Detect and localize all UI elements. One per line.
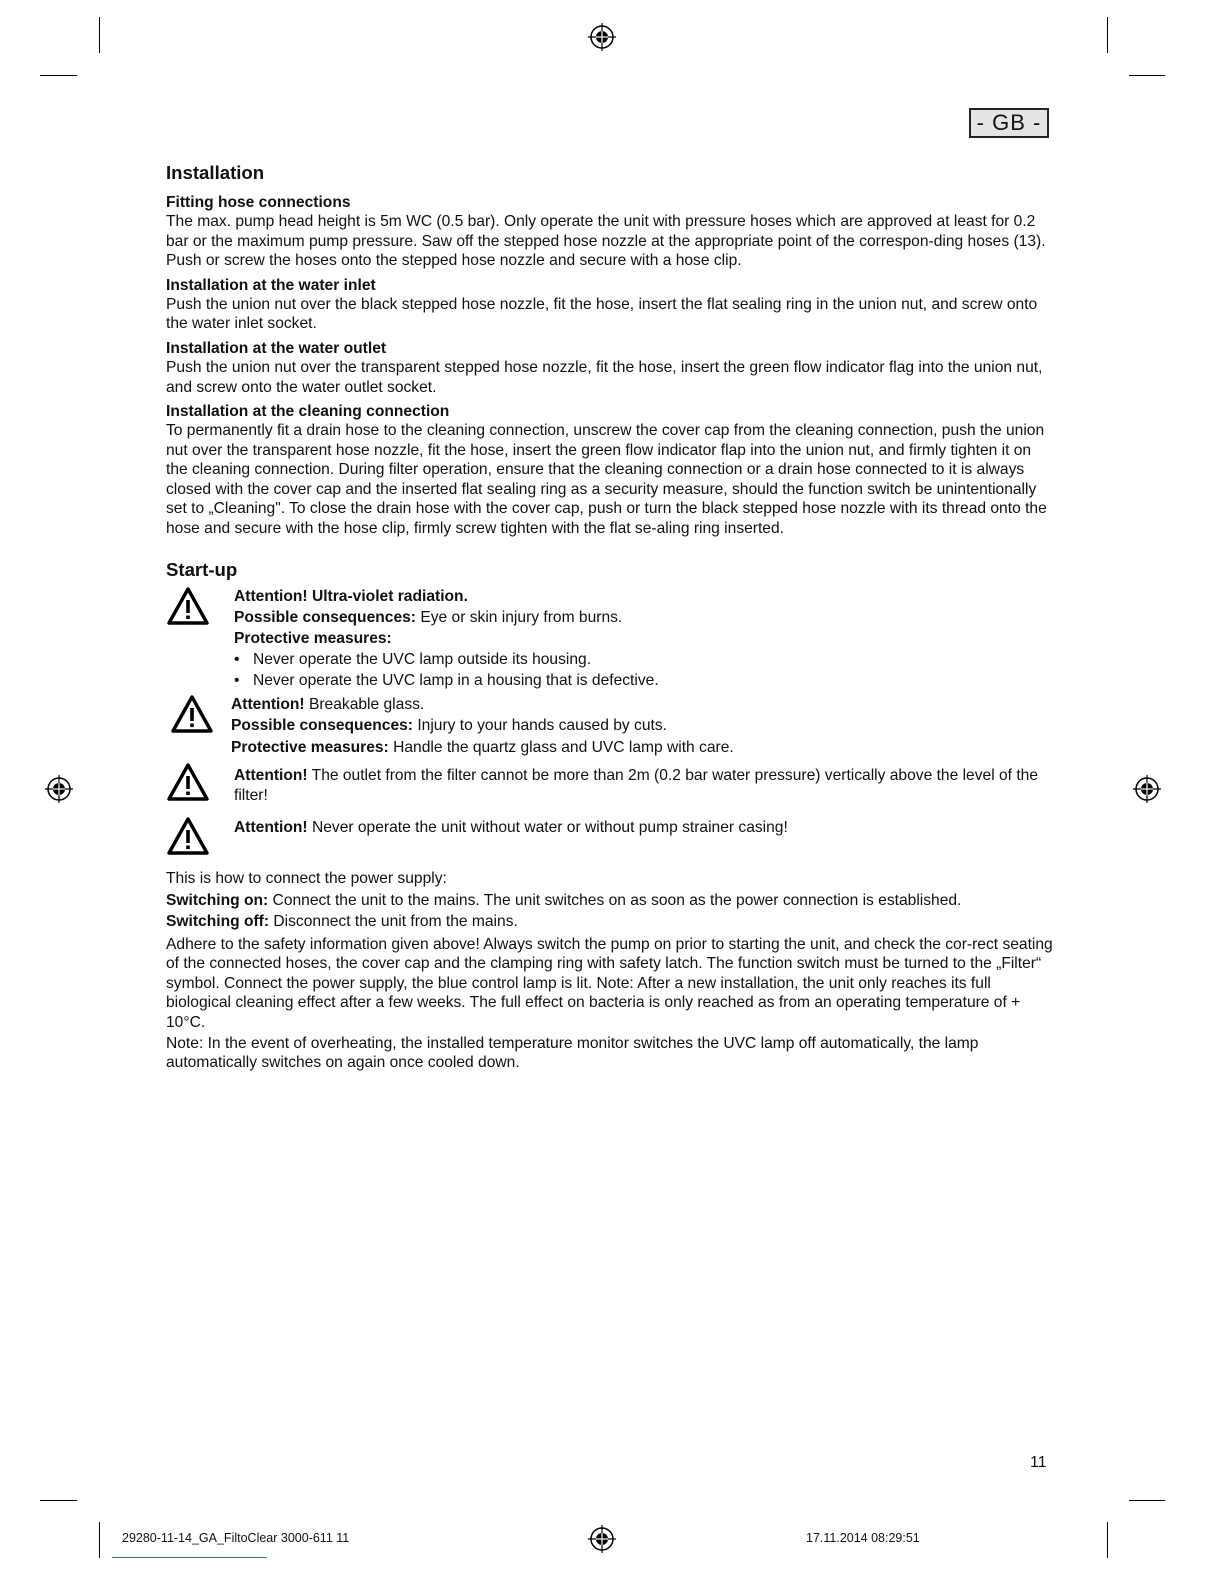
- cleaning-text: To permanently fit a drain hose to the cleaning connection, unscrew the cover cap from the cleaning connection, push the union nut over the transparent hose nozzle, fit the hose, insert the green flow indicator flap into the union nut, and firmly tighten it on the cleaning connection. During filter operation, ensure that the cleaning connection or a drain hose connected to it is always closed with the cover cap and the inserted flat sealing ring as a security measure, should the function switch be unintentionally set to „Cleaning". To close the drain hose with the cover cap, push or turn the black stepped hose nozzle with its thread onto the hose and secure with the hose clip, firmly screw tighten with the flat se-aling ring inserted.: [166, 422, 1047, 537]
- warning-uv-cons-label: Possible consequences:: [234, 608, 416, 626]
- crop-mark: [40, 1500, 77, 1501]
- footer-file: 29280-11-14_GA_FiltoClear 3000-611 11: [122, 1531, 350, 1545]
- cleaning-section: [166, 402, 1054, 538]
- warning-outlet-height: [166, 766, 1054, 808]
- page-content: [166, 161, 1054, 1073]
- warning-glass-cons-text: Injury to your hands caused by cuts.: [413, 717, 667, 735]
- warning-dry-run: [166, 818, 1054, 868]
- warning-glass-att-label: Attention!: [231, 695, 305, 713]
- warning-glass-cons-label: Possible consequences:: [231, 717, 413, 735]
- list-item: • Never operate the UVC lamp outside its housing.: [232, 649, 1054, 670]
- footer-underline: [112, 1557, 267, 1558]
- inlet-section: [166, 276, 1054, 334]
- registration-mark-icon: [1132, 774, 1162, 804]
- note-text: Note: In the event of overheating, the installed temperature monitor switches the UVC lamp off automatically, the lamp automatically switches on again once cooled down.: [166, 1034, 979, 1072]
- switching-off: [166, 911, 1054, 933]
- outlet-section: [166, 339, 1054, 397]
- warning-uv-cons-text: Eye or skin injury from burns.: [416, 608, 623, 626]
- warning-dry-att-label: Attention!: [234, 819, 308, 837]
- registration-mark-icon: [44, 774, 74, 804]
- warning-triangle-icon: [170, 694, 214, 734]
- warning-glass-att-text: Breakable glass.: [304, 695, 425, 713]
- switching-off-label: Switching off:: [166, 913, 270, 931]
- footer-datetime: 17.11.2014 08:29:51: [806, 1531, 920, 1545]
- power-intro: This is how to connect the power supply:: [166, 870, 447, 888]
- crop-mark: [40, 75, 77, 76]
- switching-on-text: Connect the unit to the mains. The unit switches on as soon as the power connection is established.: [268, 891, 962, 909]
- crop-mark: [1129, 1500, 1165, 1501]
- startup-heading: Start-up: [166, 558, 238, 580]
- warning-glass-meas-label: Protective measures:: [231, 738, 389, 756]
- fitting-section: [166, 193, 1054, 271]
- registration-mark-icon: [587, 22, 617, 52]
- crop-mark: [99, 17, 100, 53]
- crop-mark: [99, 1522, 100, 1558]
- switching-on-label: Switching on:: [166, 891, 269, 909]
- crop-mark: [1107, 1522, 1108, 1558]
- adhere-text: Adhere to the safety information given above! Always switch the pump on prior to starting the unit, and check the cor-rect seating of the connected hoses, the cover cap and the clamping ring with safety latch. The function switch must be turned to the „Filter“ symbol. Connect the power supply, the blue control lamp is lit. Note: After a new installation, the unit only reaches its full biological cleaning effect after a few weeks. The full effect on bacteria is only reached as from an operating temperature of + 10°C.: [166, 935, 1053, 1031]
- crop-mark: [1107, 17, 1108, 53]
- cleaning-heading: Installation at the cleaning connection: [166, 403, 450, 421]
- switching-off-text: Disconnect the unit from the mains.: [269, 913, 518, 931]
- crop-mark: [1129, 75, 1165, 76]
- fitting-heading: Fitting hose connections: [166, 194, 351, 211]
- page-number: 11: [1030, 1454, 1047, 1471]
- warning-glass-meas-text: Handle the quartz glass and UVC lamp with care.: [388, 738, 734, 756]
- warning-uv: [166, 586, 1054, 691]
- fitting-text: The max. pump head height is 5m WC (0.5 bar). Only operate the unit with pressure hoses which are approved at least for 0.2 bar or the maximum pump pressure. Saw off the stepped hose nozzle at the appropriate point of the correspon-ding hoses (13). Push or screw the hoses onto the stepped hose nozzle and secure with a hose clip.: [166, 213, 1046, 270]
- warning-uv-bullets: [232, 649, 1054, 691]
- installation-heading: Installation: [166, 162, 265, 183]
- registration-mark-icon: [587, 1524, 617, 1554]
- warning-triangle-icon: [166, 762, 210, 802]
- outlet-text: Push the union nut over the transparent stepped hose nozzle, fit the hose, insert the green flow indicator flag into the union nut, and screw onto the water outlet socket.: [166, 359, 1043, 396]
- warning-glass: [166, 694, 1054, 759]
- list-item: • Never operate the UVC lamp in a housing that is defective.: [232, 670, 1054, 691]
- warning-outlet-att-label: Attention!: [234, 767, 308, 785]
- switching-on: [166, 890, 1054, 912]
- inlet-heading: Installation at the water inlet: [166, 276, 376, 294]
- warning-uv-title: Attention! Ultra-violet radiation.: [234, 587, 468, 605]
- warning-triangle-icon: [166, 586, 210, 626]
- inlet-text: Push the union nut over the black stepped hose nozzle, fit the hose, insert the flat sealing ring in the union nut, and screw onto the water inlet socket.: [166, 296, 1038, 333]
- language-tab: - GB -: [969, 108, 1049, 138]
- warning-outlet-att-text: The outlet from the filter cannot be more than 2m (0.2 bar water pressure) vertically above the level of the filter!: [234, 767, 1039, 804]
- outlet-heading: Installation at the water outlet: [166, 339, 387, 357]
- warning-dry-att-text: Never operate the unit without water or without pump strainer casing!: [307, 819, 788, 837]
- warning-uv-meas-label: Protective measures:: [234, 629, 392, 647]
- warning-triangle-icon: [166, 816, 210, 856]
